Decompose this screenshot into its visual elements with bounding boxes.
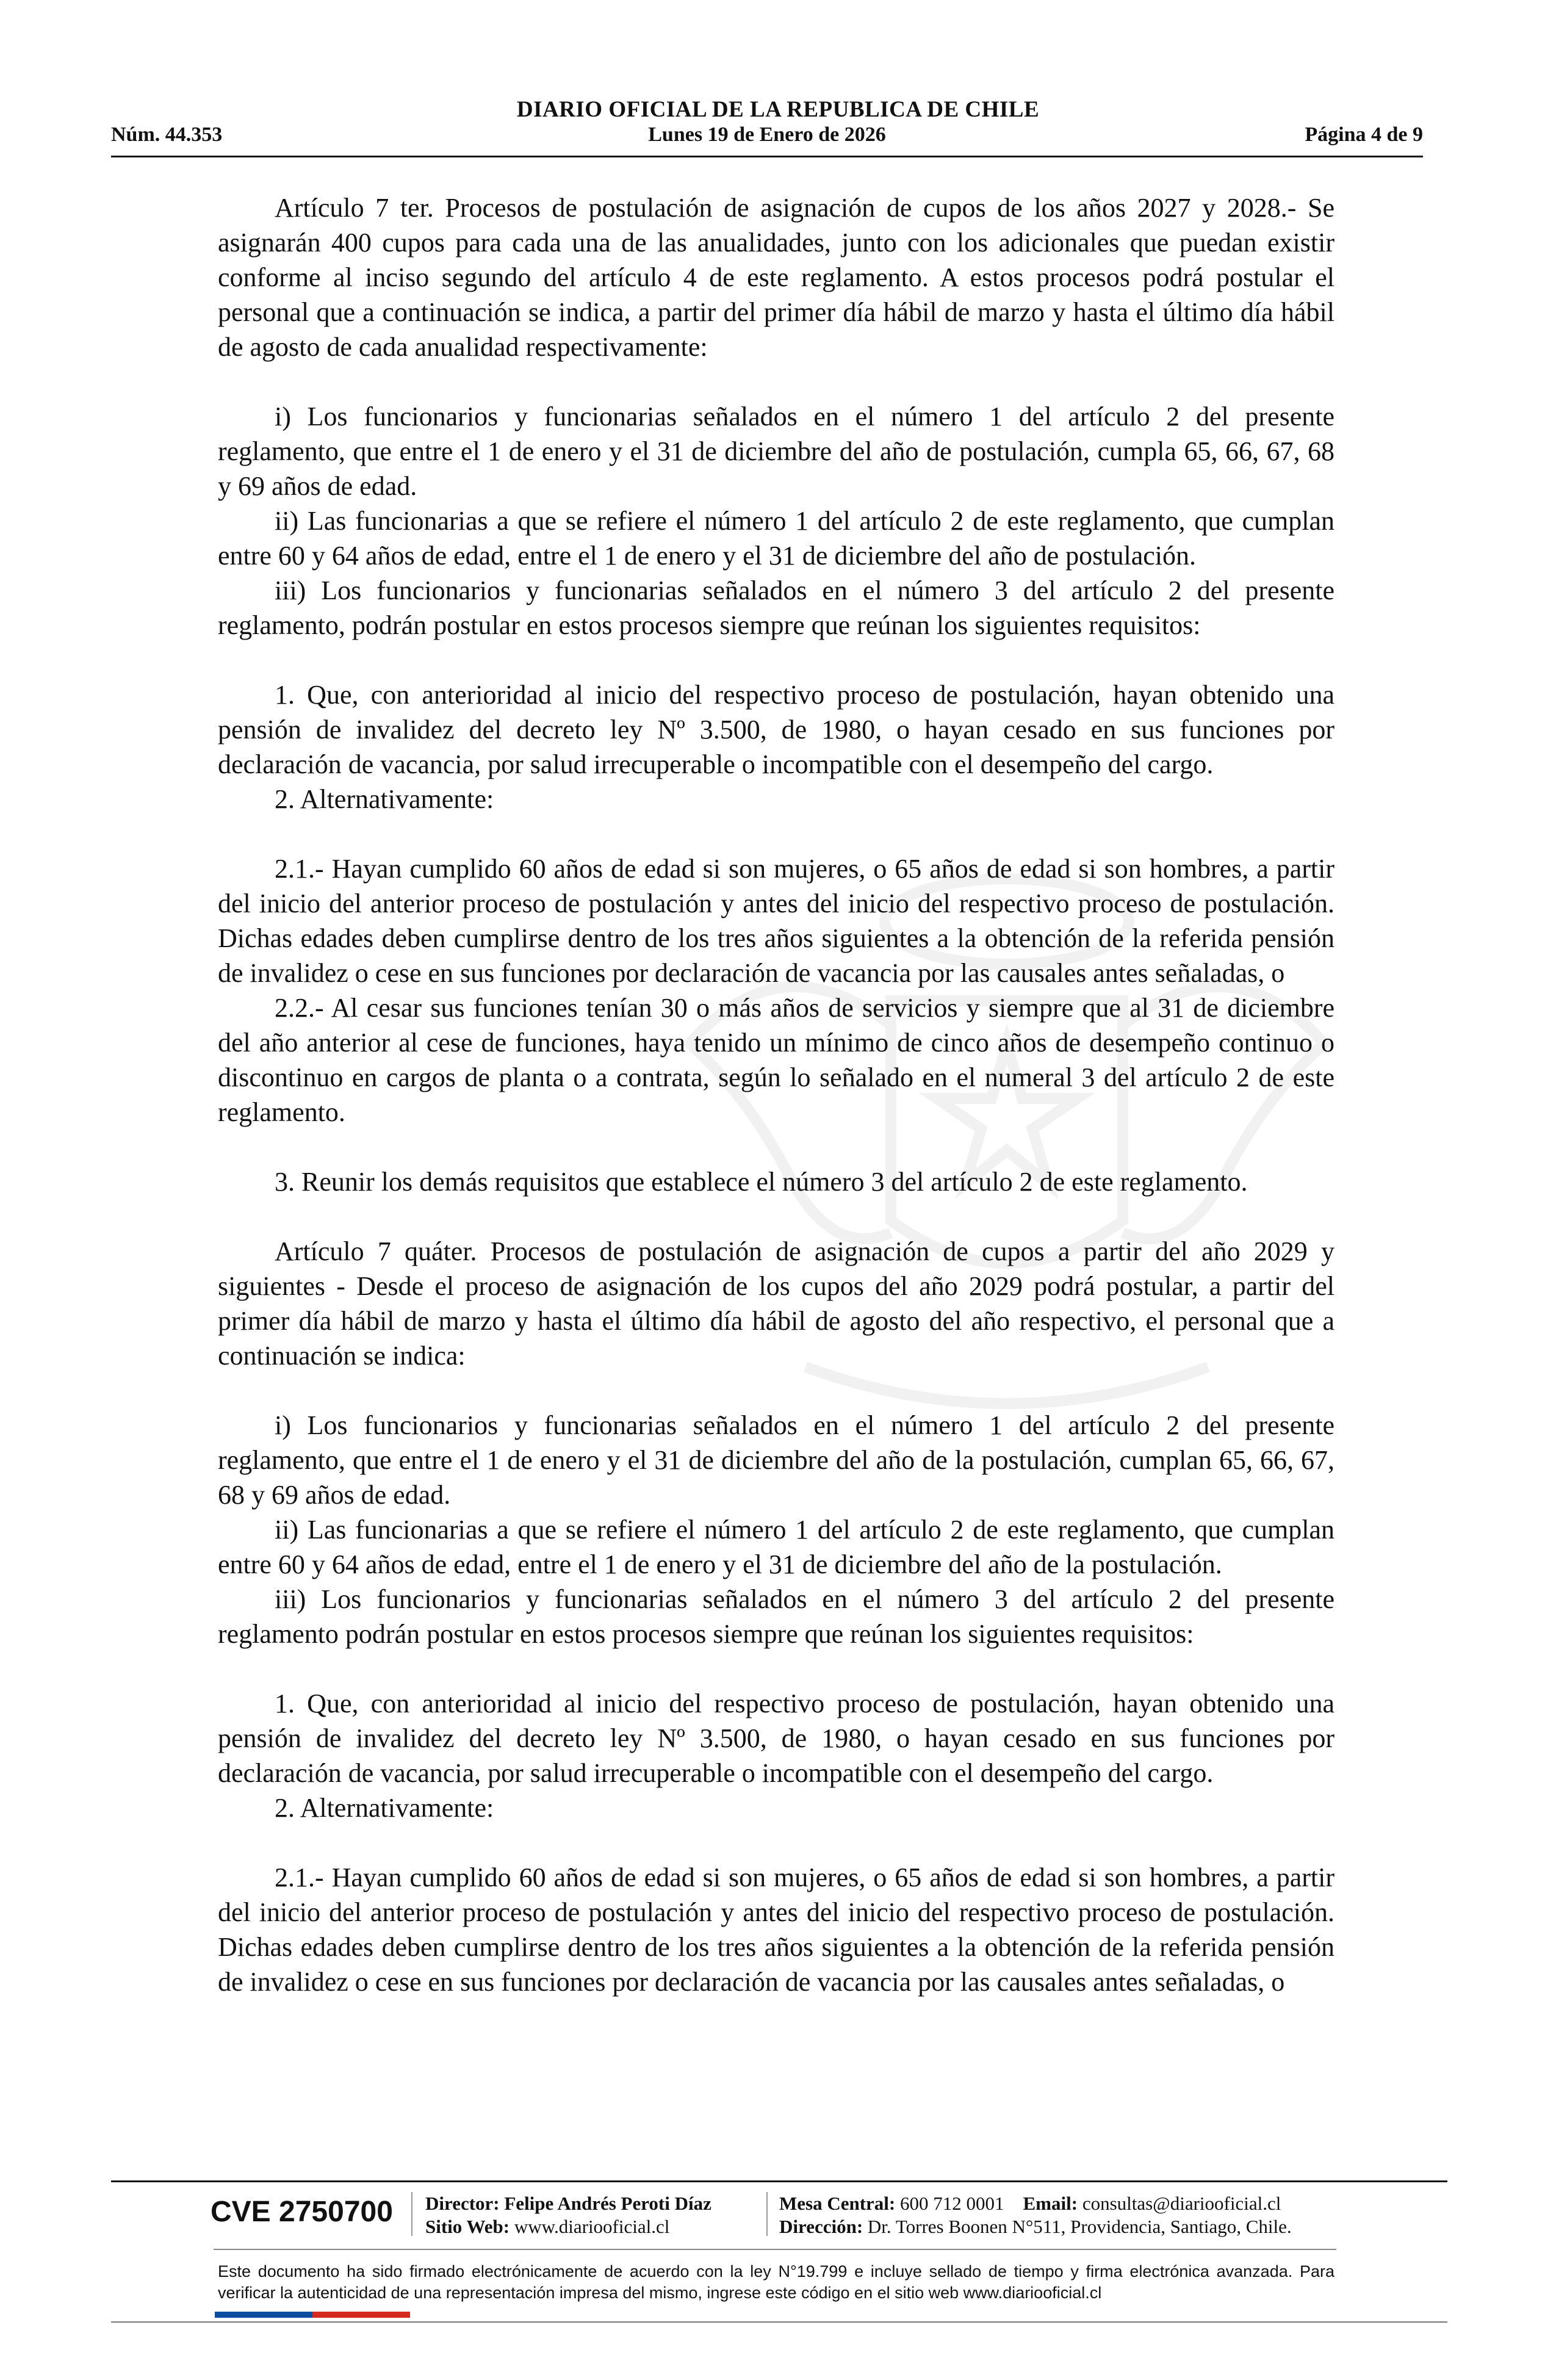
footer-separator [411,2192,412,2236]
paragraph-item: iii) Los funcionarios y funcionarias señalados en el número 3 del artículo 2 del presente reglamento podrán postular en estos procesos siempre que reúnan los siguientes requisitos: [218,1584,1334,1649]
mesa-phone: 600 712 0001 [900,2193,1004,2214]
paragraph-item: ii) Las funcionarias a que se refiere el número 1 del artículo 2 de este reglamento, que cumplan entre 60 y 64 años de edad, entre el 1 de enero y el 31 de diciembre del año de postulación. [218,506,1334,571]
paragraph-item: i) Los funcionarios y funcionarias señalados en el número 1 del artículo 2 del presente reglamento, que entre el 1 de enero y el 31 de diciembre del año de la postulación, cumplan 65, 66, 67, 68 y 69 años de edad. [218,1410,1334,1510]
flag-red-stripe [312,2312,410,2318]
header-divider [111,156,1423,157]
issue-date: Lunes 19 de Enero de 2026 [648,123,886,146]
flag-blue-stripe [215,2312,312,2318]
cve-code: CVE 2750700 [211,2196,393,2228]
site-label: Sitio Web: [425,2216,510,2237]
address-value: Dr. Torres Boonen N°511, Providencia, Santiago, Chile. [867,2216,1292,2237]
footer-contact-block [779,2192,1292,2238]
mesa-label: Mesa Central: [779,2193,896,2214]
email-label: Email: [1023,2193,1078,2214]
footer-separator [766,2192,768,2236]
footer-legal-notice: Este documento ha sido firmado electrónicamente de acuerdo con la ley N°19.799 e incluye sellado de tiempo y firma electrónica avanzada. Para verificar la autenticidad de una representación impresa del mismo, ingrese este código en el sitio web www.diariooficial.cl [218,2262,1334,2302]
director-label: Director: [425,2193,500,2214]
paragraph-art7quater-heading: Artículo 7 quáter. Procesos de postulación de asignación de cupos a partir del año 2029 y siguientes - Desde el proceso de asignación de los cupos del año 2029 podrá postular, a partir del primer día hábil de marzo y hasta el último día hábil de agosto del año respectivo, el personal que a continuación se indica: [218,1236,1334,1371]
paragraph-item: i) Los funcionarios y funcionarias señalados en el número 1 del artículo 2 del presente reglamento, que entre el 1 de enero y el 31 de diciembre del año de postulación, cumpla 65, 66, 67, 68 y 69 años de edad. [218,402,1334,501]
page-indicator: Página 4 de 9 [1305,123,1423,146]
paragraph-art7ter-heading: Artículo 7 ter. Procesos de postulación de asignación de cupos de los años 2027 y 2028.- Se asignarán 400 cupos para cada una de las anualidades, junto con los adicionales que puedan existir conforme al inciso segundo del artículo 4 de este reglamento. A estos procesos podrá postular el personal que a continuación se indica, a partir del primer día hábil de marzo y hasta el último día hábil de agosto de cada anualidad respectivamente: [218,193,1334,362]
document-body [218,190,1334,1999]
paragraph-item: 3. Reunir los demás requisitos que establece el número 3 del artículo 2 de este reglamento. [275,1167,1248,1197]
paragraph-item: ii) Las funcionarias a que se refiere el número 1 del artículo 2 de este reglamento, que cumplan entre 60 y 64 años de edad, entre el 1 de enero y el 31 de diciembre del año de la postulación. [218,1515,1334,1579]
paragraph-item: iii) Los funcionarios y funcionarias señalados en el número 3 del artículo 2 del presente reglamento, podrán postular en estos procesos siempre que reúnan los siguientes requisitos: [218,575,1334,640]
paragraph-item: 2. Alternativamente: [275,1793,494,1823]
paragraph-item: 2.2.- Al cesar sus funciones tenían 30 o más años de servicios y siempre que al 31 de diciembre del año anterior al cese de funciones, haya tenido un mínimo de cinco años de desempeño continuo o discontinuo en cargos de planta o a contrata, según lo señalado en el numeral 3 del artículo 2 de este reglamento. [218,993,1334,1127]
footer-divider-top [111,2180,1447,2182]
site-link[interactable]: www.diariooficial.cl [514,2216,670,2237]
address-label: Dirección: [779,2216,863,2237]
paragraph-item: 2. Alternativamente: [275,784,494,814]
paragraph-item: 2.1.- Hayan cumplido 60 años de edad si son mujeres, o 65 años de edad si son hombres, a partir del inicio del anterior proceso de postulación y antes del inicio del respectivo proceso de postulación. Dichas edades deben cumplirse dentro de los tres años siguientes a la obtención de la referida pensión de invalidez o cese en sus funciones por declaración de vacancia por las causales antes señaladas, o [218,854,1334,988]
footer-director-block [425,2192,711,2238]
email-link[interactable]: consultas@diariooficial.cl [1082,2193,1281,2214]
issue-number: Núm. 44.353 [111,123,223,146]
footer-divider-bottom [111,2321,1447,2323]
director-name: Felipe Andrés Peroti Díaz [504,2193,711,2214]
flag-color-bar [215,2312,410,2318]
publication-title: DIARIO OFICIAL DE LA REPUBLICA DE CHILE [516,97,1040,122]
paragraph-item: 1. Que, con anterioridad al inicio del respectivo proceso de postulación, hayan obtenido una pensión de invalidez del decreto ley Nº 3.500, de 1980, o hayan cesado en sus funciones por declaración de vacancia, por salud irrecuperable o incompatible con el desempeño del cargo. [218,1689,1334,1788]
paragraph-item: 1. Que, con anterioridad al inicio del respectivo proceso de postulación, hayan obtenido una pensión de invalidez del decreto ley Nº 3.500, de 1980, o hayan cesado en sus funciones por declaración de vacancia, por salud irrecuperable o incompatible con el desempeño del cargo. [218,680,1334,779]
footer-divider-mid [214,2249,1336,2250]
paragraph-item: 2.1.- Hayan cumplido 60 años de edad si son mujeres, o 65 años de edad si son hombres, a partir del inicio del anterior proceso de postulación y antes del inicio del respectivo proceso de postulación. Dichas edades deben cumplirse dentro de los tres años siguientes a la obtención de la referida pensión de invalidez o cese en sus funciones por declaración de vacancia por las causales antes señaladas, o [218,1863,1334,1997]
